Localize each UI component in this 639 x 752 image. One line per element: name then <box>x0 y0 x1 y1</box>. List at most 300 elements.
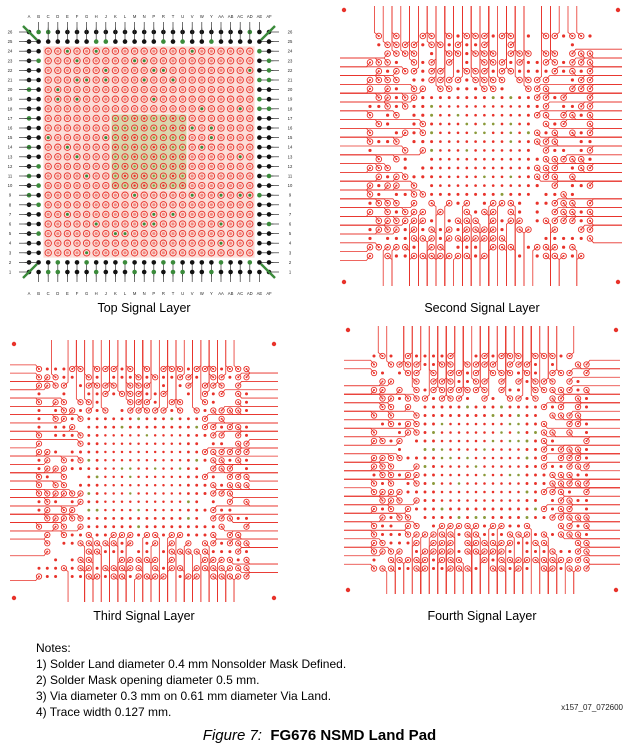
trace <box>383 569 387 595</box>
second-layer-diagram <box>340 6 622 286</box>
via <box>204 451 206 453</box>
solder-land <box>146 442 148 444</box>
via <box>369 167 371 169</box>
via <box>398 550 400 552</box>
via <box>571 202 573 204</box>
pin <box>46 260 51 265</box>
trace <box>85 568 89 602</box>
core-via <box>124 117 126 119</box>
solder-land <box>571 78 574 81</box>
via <box>551 550 553 552</box>
trace <box>10 531 64 535</box>
via <box>369 255 371 257</box>
via <box>55 526 57 528</box>
solder-land <box>162 517 165 520</box>
via <box>373 482 375 484</box>
via <box>543 465 545 467</box>
solder-land <box>458 499 461 502</box>
trace <box>417 326 421 365</box>
via <box>554 211 556 213</box>
via <box>56 136 59 139</box>
trace <box>438 560 442 594</box>
solder-land <box>492 431 495 434</box>
via <box>449 389 451 391</box>
solder-land <box>551 405 554 408</box>
via <box>248 165 251 168</box>
via <box>172 107 175 110</box>
solder-land <box>87 509 90 512</box>
solder-land <box>432 406 435 409</box>
trace <box>544 454 620 458</box>
via <box>509 533 511 535</box>
via <box>210 203 213 206</box>
trace <box>480 560 484 594</box>
solder-land <box>187 509 190 512</box>
solder-land <box>381 422 384 425</box>
solder-land <box>96 417 99 420</box>
trace <box>226 568 230 602</box>
solder-land <box>527 175 530 178</box>
core-via <box>124 165 126 167</box>
via <box>431 237 433 239</box>
trace <box>421 535 425 595</box>
via <box>431 229 433 231</box>
via <box>387 202 389 204</box>
solder-land <box>71 467 74 470</box>
via <box>104 184 107 187</box>
via <box>415 397 417 399</box>
solder-land <box>87 434 90 437</box>
via <box>88 567 90 569</box>
via <box>210 175 213 178</box>
solder-land <box>137 459 139 461</box>
pin <box>257 97 262 102</box>
via <box>390 423 392 425</box>
via <box>95 69 98 72</box>
via <box>424 397 426 399</box>
via <box>172 59 175 62</box>
trace <box>506 326 510 356</box>
via <box>221 517 223 519</box>
via <box>95 88 98 91</box>
core-via <box>153 127 155 129</box>
via <box>248 242 251 245</box>
via <box>163 393 165 395</box>
trace <box>10 527 56 531</box>
row-label: 21 <box>287 77 293 83</box>
via <box>152 79 155 82</box>
via <box>554 132 556 134</box>
solder-land <box>395 210 398 213</box>
via <box>95 98 98 101</box>
solder-land <box>465 52 468 55</box>
trace <box>122 577 126 603</box>
solder-land <box>501 149 504 152</box>
solder-land <box>154 434 156 436</box>
row-label: 10 <box>287 183 293 189</box>
via <box>509 559 511 561</box>
via <box>449 542 451 544</box>
via <box>390 414 392 416</box>
via <box>534 542 536 544</box>
via <box>154 376 156 378</box>
via <box>431 255 433 257</box>
via <box>76 223 79 226</box>
trace <box>391 569 395 595</box>
trace <box>590 221 622 225</box>
via <box>56 223 59 226</box>
solder-land <box>536 202 539 205</box>
via <box>373 414 375 416</box>
via <box>509 363 511 365</box>
solder-land <box>517 457 520 460</box>
solder-land <box>430 184 433 187</box>
column-label: AB <box>227 14 234 19</box>
via <box>124 251 127 254</box>
solder-land <box>517 423 520 426</box>
via <box>404 53 406 55</box>
trace <box>340 146 405 150</box>
via <box>422 123 424 125</box>
pin <box>200 39 205 44</box>
pin <box>36 270 41 275</box>
pin <box>36 135 41 140</box>
via <box>200 232 203 235</box>
via <box>378 61 380 63</box>
solder-land <box>179 476 181 478</box>
solder-land <box>112 434 114 436</box>
via <box>181 69 184 72</box>
via <box>237 401 239 403</box>
via <box>545 79 547 81</box>
via <box>146 534 148 536</box>
via <box>517 397 519 399</box>
solder-land <box>483 193 486 196</box>
core-via <box>124 175 126 177</box>
via <box>220 146 223 149</box>
trace <box>510 560 514 594</box>
solder-land <box>154 442 156 444</box>
via <box>413 255 415 257</box>
via <box>545 149 547 151</box>
via <box>143 79 146 82</box>
via <box>492 220 494 222</box>
pin <box>257 222 262 227</box>
via <box>172 69 175 72</box>
via <box>181 107 184 110</box>
trace <box>392 6 396 36</box>
solder-land <box>432 431 435 434</box>
via <box>483 389 485 391</box>
trace <box>247 369 279 373</box>
trace <box>524 6 528 80</box>
via <box>204 368 206 370</box>
via <box>221 376 223 378</box>
trace <box>537 93 622 97</box>
solder-land <box>137 417 140 420</box>
via <box>220 232 223 235</box>
trace <box>10 365 39 369</box>
trace <box>462 203 466 286</box>
via <box>200 127 203 130</box>
solder-land <box>474 149 477 152</box>
via <box>121 559 123 561</box>
via <box>191 213 194 216</box>
solder-land <box>421 96 424 99</box>
solder-land <box>474 140 477 143</box>
solder-land <box>527 123 530 126</box>
via <box>551 355 553 357</box>
solder-land <box>448 149 451 152</box>
solder-land <box>509 149 512 152</box>
solder-land <box>179 459 181 461</box>
solder-land <box>129 442 131 444</box>
via <box>191 88 194 91</box>
via <box>248 59 251 62</box>
trace <box>344 390 374 394</box>
solder-land <box>121 434 123 436</box>
pin <box>257 164 262 169</box>
pin <box>190 270 195 275</box>
via <box>187 542 189 544</box>
pin <box>257 203 262 208</box>
solder-land <box>389 524 392 527</box>
solder-land <box>129 376 132 379</box>
via <box>395 220 397 222</box>
solder-land <box>71 417 74 420</box>
trace <box>344 479 417 483</box>
via <box>114 98 117 101</box>
via <box>248 194 251 197</box>
via <box>104 223 107 226</box>
solder-land <box>430 149 433 152</box>
solder-land <box>483 123 486 126</box>
row-label: 15 <box>7 135 13 141</box>
solder-land <box>449 499 452 502</box>
trace <box>374 6 378 36</box>
solder-land <box>170 517 173 520</box>
via <box>200 203 203 206</box>
trace <box>388 256 392 286</box>
pad-grid <box>10 340 278 602</box>
solder-land <box>551 448 554 451</box>
pin <box>180 270 185 275</box>
trace <box>568 6 572 36</box>
pin <box>267 87 272 92</box>
via <box>483 559 485 561</box>
via <box>154 410 156 412</box>
via <box>80 526 82 528</box>
via <box>191 184 194 187</box>
trace <box>151 543 155 602</box>
trace <box>480 238 484 286</box>
via <box>369 141 371 143</box>
solder-land <box>474 193 477 196</box>
solder-land <box>96 451 99 454</box>
solder-land <box>112 525 115 528</box>
corner-dot <box>12 596 16 600</box>
solder-land <box>204 434 207 437</box>
core-via <box>181 136 183 138</box>
solder-land <box>571 254 574 257</box>
solder-land <box>62 426 65 429</box>
trace <box>344 458 374 462</box>
via <box>210 136 213 139</box>
trace <box>340 177 379 181</box>
trace <box>247 373 279 377</box>
via <box>56 165 59 168</box>
solder-land <box>38 417 41 420</box>
solder-land <box>415 507 418 510</box>
via <box>163 576 165 578</box>
solder-land <box>87 492 90 495</box>
via <box>124 242 127 245</box>
core-via <box>114 127 116 129</box>
trace <box>462 238 466 286</box>
solder-land <box>212 392 215 395</box>
solder-land <box>187 517 190 520</box>
via <box>85 184 88 187</box>
solder-land <box>62 542 65 545</box>
solder-land <box>466 448 469 451</box>
pin <box>267 231 272 236</box>
via <box>580 229 582 231</box>
via <box>237 459 239 461</box>
via <box>229 484 231 486</box>
via <box>47 251 50 254</box>
solder-land <box>137 484 139 486</box>
via <box>545 105 547 107</box>
via <box>543 533 545 535</box>
trace <box>344 360 374 364</box>
solder-land <box>551 363 554 366</box>
via <box>404 44 406 46</box>
solder-land <box>580 210 583 213</box>
via <box>239 242 242 245</box>
solder-land <box>187 492 190 495</box>
core-via <box>153 117 155 119</box>
solder-land <box>406 456 409 459</box>
solder-land <box>551 465 554 468</box>
solder-land <box>432 567 435 570</box>
via <box>104 79 107 82</box>
via <box>457 79 459 81</box>
trace <box>542 6 546 54</box>
solder-land <box>518 123 521 126</box>
row-label: 2 <box>288 259 292 265</box>
via <box>422 132 424 134</box>
via <box>66 194 69 197</box>
trace <box>544 505 620 509</box>
via <box>589 53 591 55</box>
via <box>210 232 213 235</box>
trace <box>168 340 172 369</box>
solder-land <box>121 426 124 429</box>
trace <box>590 62 622 66</box>
via <box>517 559 519 561</box>
via <box>47 98 50 101</box>
via <box>138 559 140 561</box>
pin <box>257 145 262 150</box>
solder-land <box>500 516 503 519</box>
via <box>381 474 383 476</box>
solder-land <box>534 516 537 519</box>
trace <box>114 568 118 602</box>
solder-land <box>448 43 451 46</box>
via <box>510 53 512 55</box>
solder-land <box>195 475 198 478</box>
row-label: 17 <box>7 115 13 121</box>
trace <box>340 128 370 132</box>
solder-land <box>448 131 451 134</box>
via <box>66 79 69 82</box>
pin <box>267 39 272 44</box>
via <box>248 136 251 139</box>
corner-dot <box>342 280 346 284</box>
core-via <box>162 165 164 167</box>
solder-land <box>534 363 537 366</box>
via <box>387 185 389 187</box>
via <box>229 476 231 478</box>
solder-land <box>432 499 435 502</box>
via <box>152 242 155 245</box>
trace <box>10 539 47 543</box>
via <box>563 220 565 222</box>
core-via <box>172 175 174 177</box>
via <box>200 50 203 53</box>
solder-land <box>501 140 504 143</box>
solder-land <box>421 140 424 143</box>
trace <box>524 6 528 54</box>
solder-land <box>580 149 583 152</box>
solder-land <box>483 114 486 117</box>
solder-land <box>448 219 451 222</box>
pin <box>132 39 137 44</box>
via <box>387 255 389 257</box>
via <box>387 79 389 81</box>
via <box>220 59 223 62</box>
trace <box>340 230 379 234</box>
via <box>55 468 57 470</box>
pin <box>104 260 109 265</box>
solder-land <box>87 442 90 445</box>
solder-land <box>96 467 99 470</box>
column-label: AE <box>256 14 263 19</box>
via <box>181 232 184 235</box>
via <box>589 88 591 90</box>
solder-land <box>187 426 190 429</box>
solder-land <box>96 567 99 570</box>
solder-land <box>553 96 556 99</box>
row-label: 18 <box>7 106 13 112</box>
via <box>378 123 380 125</box>
via <box>71 517 73 519</box>
trace <box>188 340 192 377</box>
solder-land <box>212 550 215 553</box>
trace <box>247 543 279 547</box>
trace <box>590 212 622 216</box>
trace <box>514 569 518 595</box>
solder-land <box>517 482 520 485</box>
via <box>413 185 415 187</box>
via <box>545 88 547 90</box>
via <box>114 242 117 245</box>
via <box>76 79 79 82</box>
via <box>172 194 175 197</box>
solder-land <box>154 451 156 453</box>
via <box>519 79 521 81</box>
solder-land <box>424 440 427 443</box>
